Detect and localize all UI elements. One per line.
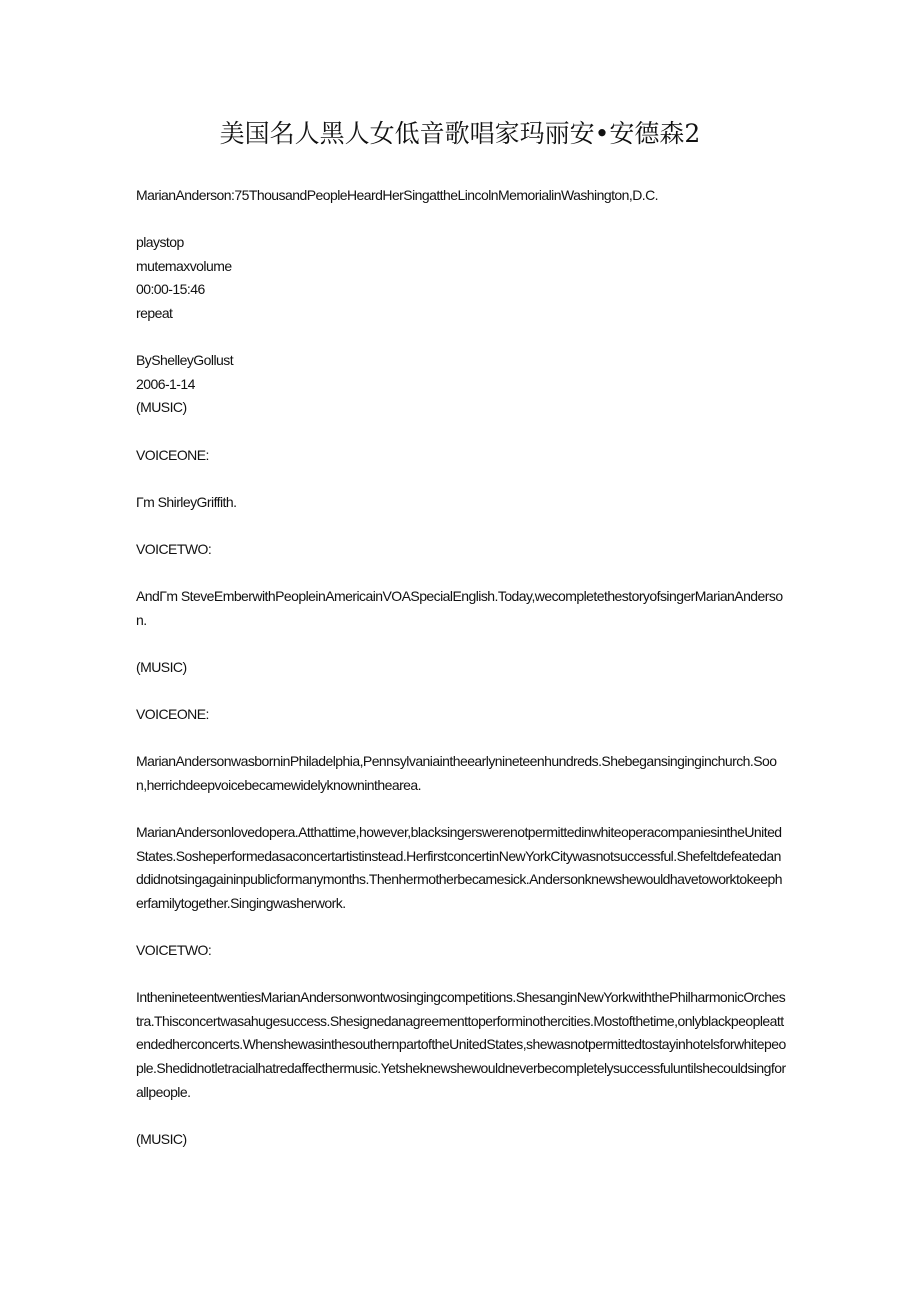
document-body	[136, 184, 786, 1151]
page-title: 美国名人黑人女低音歌唱家玛丽安•安德森2	[219, 119, 701, 148]
player-repeat: repeat	[136, 304, 173, 321]
subtitle: MarianAnderson:75ThousandPeopleHeardHerSingattheLincolnMemorialinWashington,D.C.	[136, 187, 659, 203]
paragraph: MarianAndersonwasborninPhiladelphia,Pennsylvaniaintheearlynineteenhundreds.Shebegansinginginchurch.Soon,herrichdeepvoicebecamewidelyknowninthearea.	[136, 753, 777, 793]
paragraph: InthenineteentwentiesMarianAndersonwontwosingingcompetitions.ShesanginNewYorkwiththePhilharmonicOrchestra.Thisconcertwasahugesuccess.Shesignedanagreementtoperforminothercities.Mostofthetime,onlyblackpeopleattendedherconcerts.WhenshewasinthesouthernpartoftheUnitedStates,shewasnotpermittedtostayinhotelsforwhitepeople.Shedidnotletracialhatredaffecthermusic.Yetsheknewshewouldneverbecompletelysuccessfuluntilshecouldsingforallpeople.	[136, 989, 786, 1100]
publish-date: 2006-1-14	[136, 375, 195, 392]
paragraph: AndΓm SteveEmberwithPeopleinAmericainVOASpecialEnglish.Today,wecompletethestoryofsingerMarianAnderson.	[136, 588, 783, 628]
paragraph: MarianAndersonlovedopera.Atthattime,however,blacksingerswerenotpermittedinwhiteoperacompaniesintheUnitedStates.Sosheperformedasaconcertartistinstead.HerfirstconcertinNewYorkCitywasnotsuccessful.Shefeltdefeatedanddidnotsingagaininpublicformanymonths.Thenhermotherbecamesick.Andersonknewshewouldhavetoworktokeepherfamilytogether.Singingwasherwork.	[136, 824, 782, 911]
byline: ByShelleyGollust	[136, 352, 234, 369]
paragraph: (MUSIC)	[136, 1130, 187, 1147]
paragraph: (MUSIC)	[136, 658, 187, 675]
player-controls-play-stop: playstop	[136, 234, 184, 251]
paragraph: VOICETWO:	[136, 942, 212, 958]
player-controls-volume: mutemaxvolume	[136, 257, 232, 274]
paragraph: VOICEONE:	[136, 446, 209, 463]
paragraph: VOICETWO:	[136, 540, 212, 557]
paragraph: (MUSIC)	[136, 399, 187, 416]
paragraph: VOICEONE:	[136, 706, 209, 723]
paragraph: Γm ShirleyGriffith.	[136, 493, 237, 510]
player-time: 00:00-15:46	[136, 281, 205, 298]
